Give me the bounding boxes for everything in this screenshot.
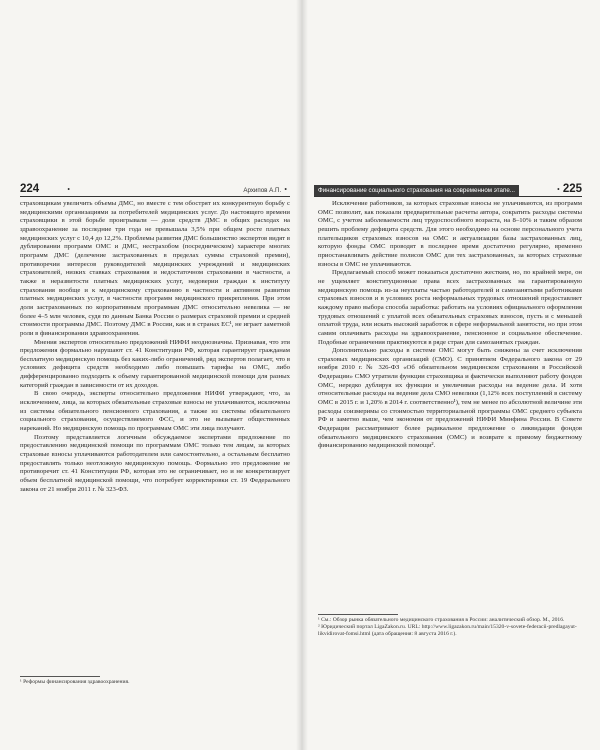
running-head-chapter: Финансирование социального страхования на современном этапе... <box>314 185 519 196</box>
header-bullet: • <box>284 185 287 194</box>
paragraph: Поэтому представляется логичным обсуждаемое экспертами предложение по предоставлению медицинской помощи по программам ОМС только тем лицам, за которых страховые взносы уплачиваются работодателем или самостоятельно, а остальным бесплатно предоставлять только неотложную медицинскую помощь. Формально это предложение не противоречит ст. 41 Конституции РФ, которая это не ограничивает, но и не конкретизирует объем бесплатной медицинской помощи, что потребует корректировки ст. 19 Федерального закона от 21 ноября 2011 г. № 323-ФЗ. <box>20 433 290 493</box>
header-bullet: • <box>67 185 70 194</box>
page-number: 225 <box>562 183 582 195</box>
right-page <box>302 0 600 750</box>
paragraph: страховщикам увеличить объемы ДМС, но вместе с тем обострят их конкурентную борьбу с медицинскими организациями за потребителей медицинских услуг. До настоящего времени страховщики в этой борьбе проигрывали — доля средств ДМС в общих расходах на здравоохранение за последние три года не превышала 3,5% при общем росте платных медицинских услуг с 10,4 до 12,2%. Проблемы развития ДМС большинство экспертов видят в дублировании программ ОМС и ДМС, нестрахобом (посредническом) характере многих программ ДМС (делечение застрахованных в пределах суммы страховой премии), противоречии интересов руководителей медицинских учреждений и медицинских страхователей, низких ставках страхования и недостаточном страховании в частности, а также в неразвитости платных медицинских услуг, недоверии граждан к институту страхования вообще и к медицинскому страхованию в частности и активном развитии платных медицинских услуг, в частности программ медицинского прикрепления. При этом доля застрахованных по корпоративным программам ДМС относительно невелика — не более 4–5 млн человек, судя по данным Банка России о размерах страховой премии и средней стоимости программы ДМС. Поэтому ДМС в России, как и в странах ЕС¹, не играет заметной роли в финансировании здравоохранения. <box>20 200 290 337</box>
paragraph: Мнения экспертов относительно предложений НИФИ неоднозначны. Признавая, что эти предложения формально нарушают ст. 41 Конституции РФ, которая гарантирует гражданам бесплатную медицинскую помощь без каких-либо ограничений, ряд экспертов полагает, что в условиях дефицита средств необходимо либо повышать тарифы на ОМС, либо дифференцированно подходить к объему гарантированной медицинской помощи для разных категорий граждан в зависимости от их доходов. <box>20 338 290 389</box>
footnotes <box>318 617 582 638</box>
page-number: 224 <box>20 183 40 195</box>
left-page-header <box>20 181 290 197</box>
footnote-rule <box>20 676 100 677</box>
paragraph: В свою очередь, эксперты относительно предложения НИФИ утверждают, что, за исключением, лица, за которых обязательные страховые взносы не уплачиваются, исключены из системы обязательного пенсионного страхования, а также из системы обязательного социального страхования, осуществляемого ФСС, и это не вызывает общественных нареканий. Но медицинскую помощь по программам ОМС эти лица получают. <box>20 390 290 433</box>
left-page-text <box>20 200 290 494</box>
footnote-rule <box>318 614 398 615</box>
book-gutter <box>296 0 308 750</box>
right-page-text <box>318 200 582 451</box>
footnote: ¹ Реформы финансирования здравоохранения. <box>20 679 130 685</box>
paragraph: Дополнительно расходы в системе ОМС могут быть снижены за счет исключения страховых медицинских организаций (СМО). С принятием Федерального закона от 29 ноября 2010 г. № 326-ФЗ «Об обязательном медицинском страховании в Российской Федерации» СМО утратили функции страховщика и фактически выполняют работу фондов ОМС, нередко дублируя их функции и увеличивая расходы на ведение дела. И хотя относительные расходы на ведение дела СМО невелики (1,12% всех поступлений в систему ОМС в 2015 г. и 1,20% в 2014 г. соответственно¹), тем не менее по абсолютной величине эти расходы соизмеримы со стоимостью территориальной программы ОМС среднего субъекта РФ и заметно выше, чем экономия от предложений НИФИ Минфина России. В Совете Федерации рассматривают более радикальное предложение о ликвидации фондов обязательного медицинского страхования (ОМС) и возврате к прямому бюджетному финансированию медицинской помощи². <box>318 347 582 450</box>
header-bullet: • <box>557 185 560 194</box>
footnote: ² Юридический портал LigaZakon.ru. URL: http://www.ligazakon.ru/main/15320-v-sovete-federacii-predlagayut-likvidirovat-fomsi.html (дата обращения: 8 августа 2016 г.). <box>318 624 577 637</box>
footnote: ¹ См.: Обзор рынка обязательного медицинского страхования в России: аналитический обзор. М., 2016. <box>318 617 565 623</box>
running-head-author: Архипов А.П. <box>243 187 282 194</box>
paragraph: Исключение работников, за которых страховые взносы не уплачиваются, из программ ОМС позволит, как показали предварительные расчеты автора, сократить расходы системы ОМС, с учетом заболеваемости лиц трудоспособного возраста, на 8–10% и таким образом решить проблему дефицита средств. Для этого необходимо на основе персонального учета плательщиков страховых взносов на ОМС и актуализации базы застрахованных лиц, которую фонды ОМС проводят в последнее время достаточно регулярно, временно приостанавливать действие полисов ОМС для тех застрахованных, за которых страховые взносы в ОМС не уплачиваются. <box>318 200 582 268</box>
paragraph: Предлагаемый способ может показаться достаточно жестким, но, по крайней мере, он не ущемляет конституционные права всех застрахованных на гарантированную медицинскую помощь из-за неуплаты частью работодателей и самозанятыми работниками страховых взносов и в условиях роста неформальных трудовых отношений предоставляет каждому право выбора способа заработка: работать на условиях официального оформления трудовых отношений с уплатой всех обязательных страховых взносов, пусть и с меньшей оплатой труда, или искать высокий заработок в сфере неформальной занятости, но при этом самим оплачивать расходы на здравоохранение, пенсионное и социальное обеспечение. Подобные ограничения практикуются в ряде стран для самозанятых граждан. <box>318 269 582 346</box>
right-page-header <box>314 181 582 197</box>
